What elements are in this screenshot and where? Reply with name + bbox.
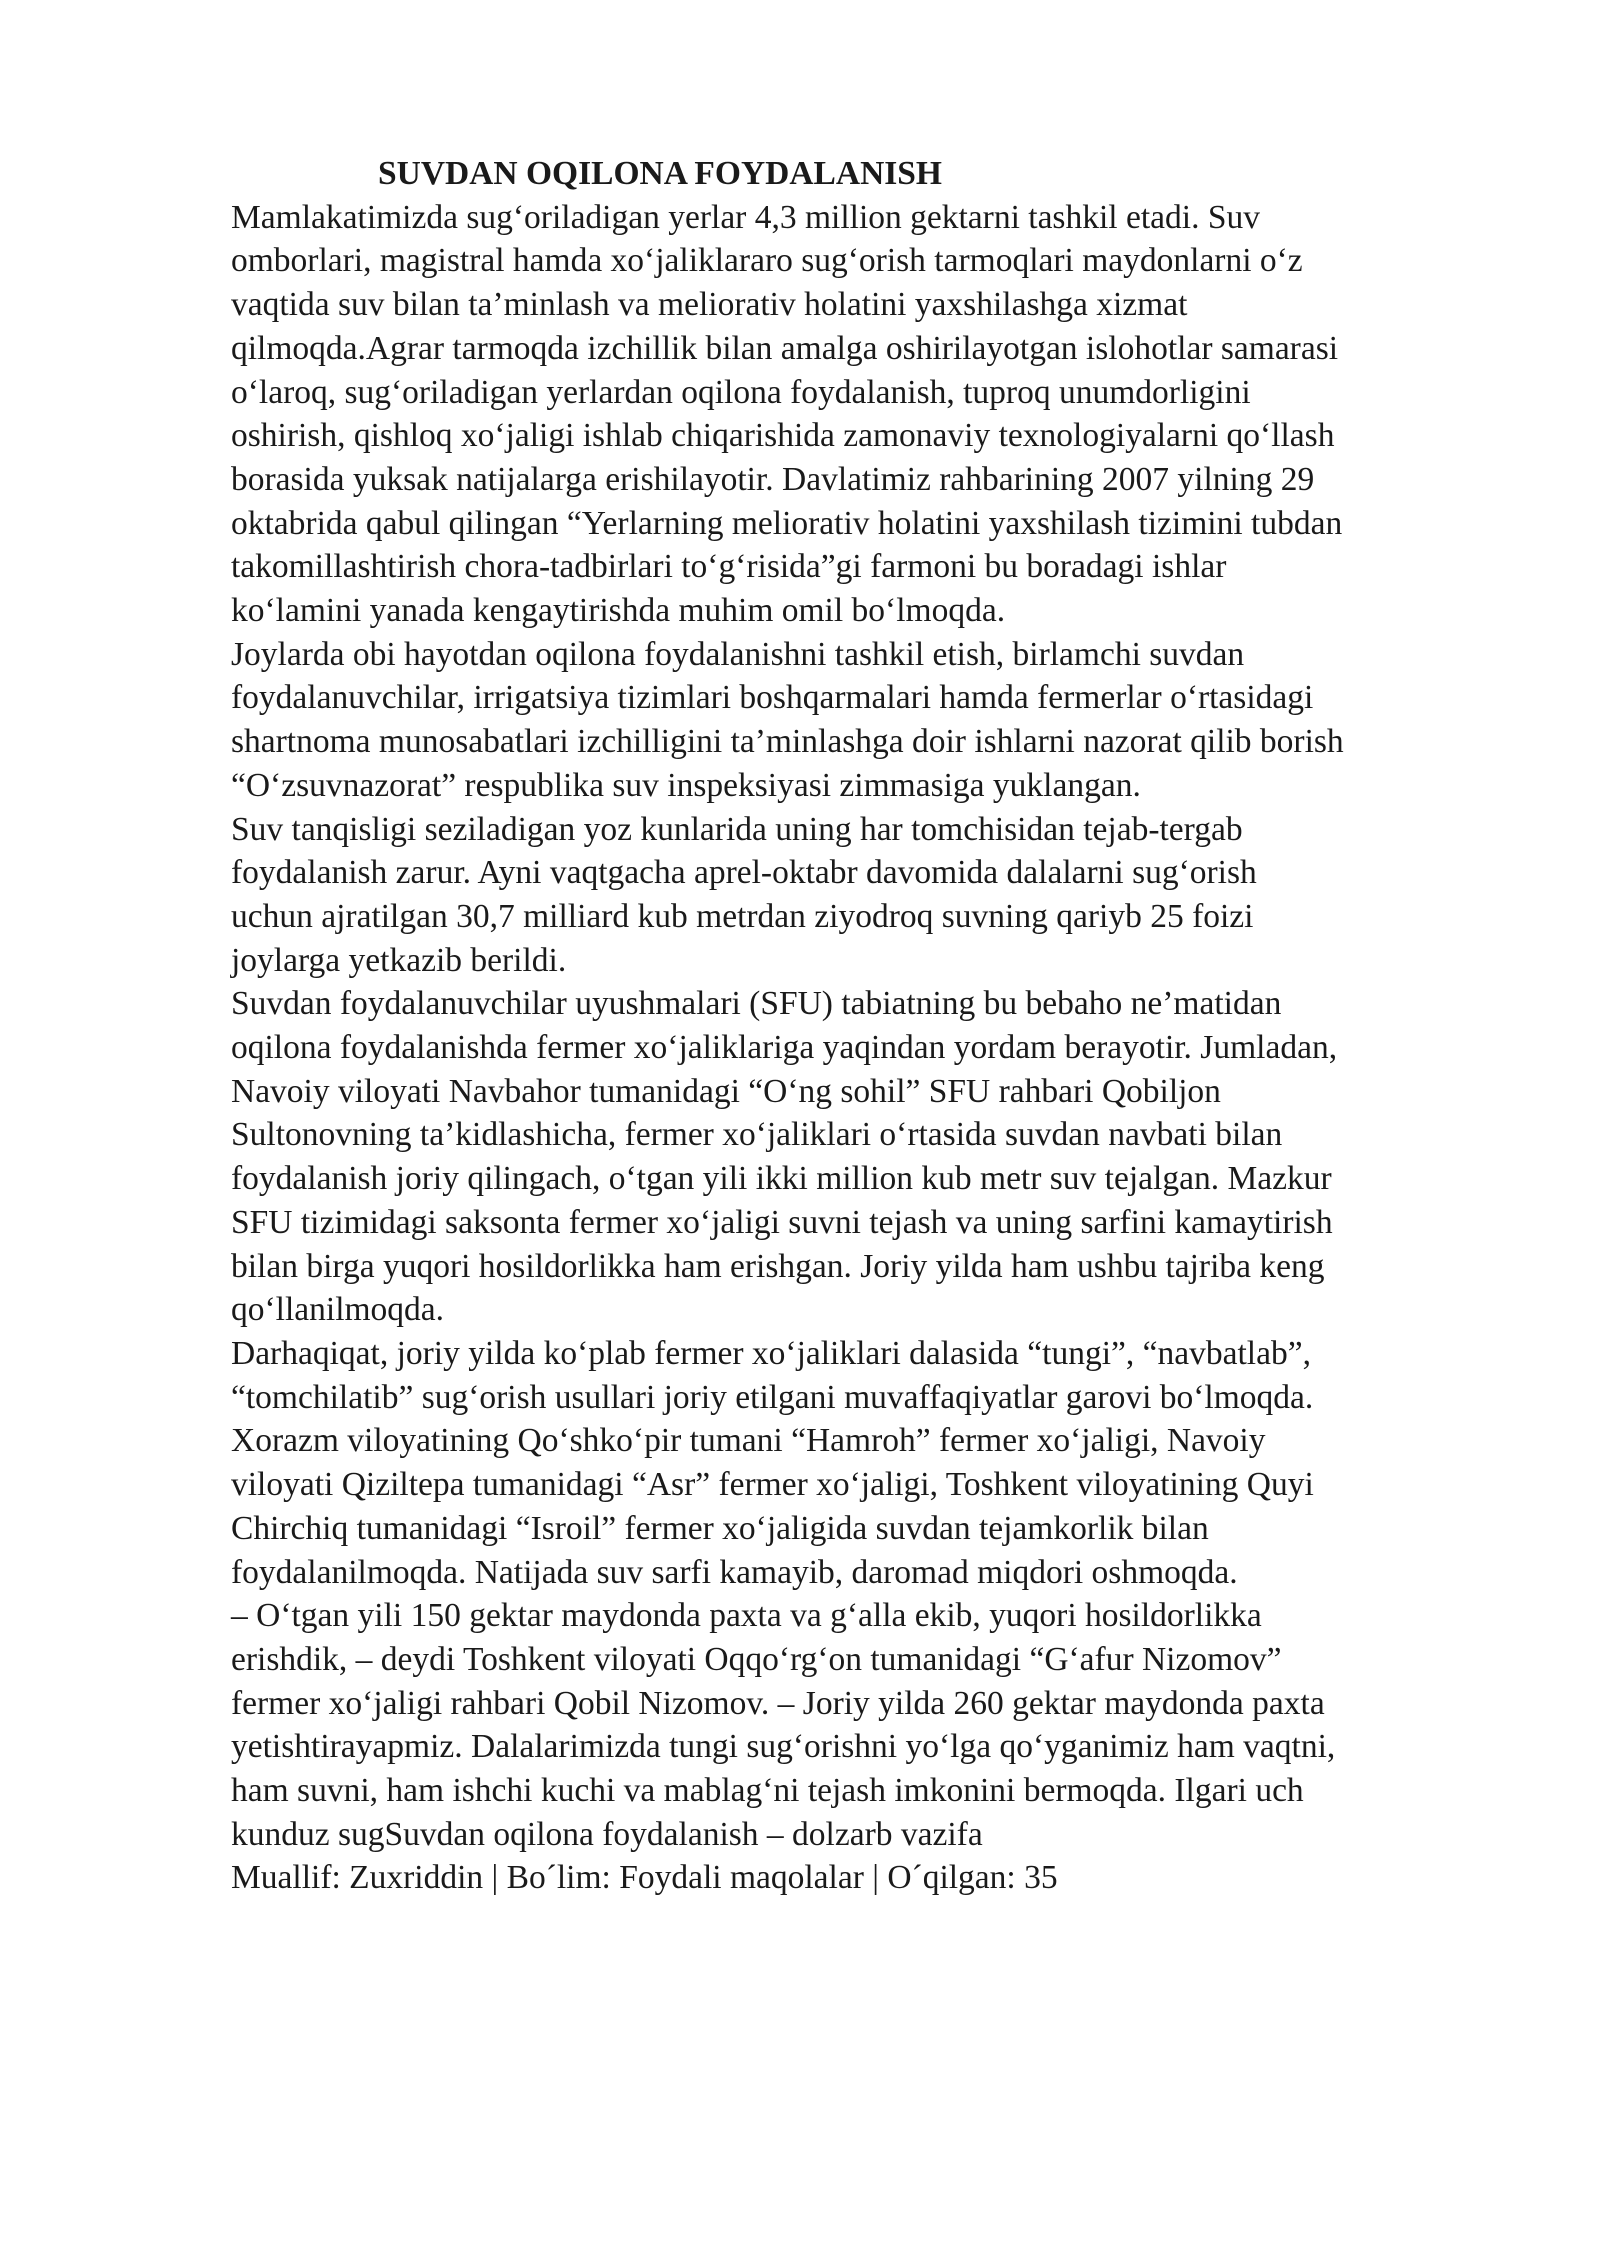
document-body — [231, 152, 1531, 1900]
text-line: yetishtirayapmiz. Dalalarimizda tungi sug‘orishni yo‘lga qo‘yganimiz ham vaqtni, — [231, 1728, 1336, 1766]
text-line: “O‘zsuvnazorat” respublika suv inspeksiyasi zimmasiga yuklangan. — [231, 766, 1141, 804]
text-line: foydalanish zarur. Ayni vaqtgacha aprel-oktabr davomida dalalarni sug‘orish — [231, 854, 1257, 892]
paragraph — [231, 1594, 1531, 1856]
paragraph — [231, 982, 1531, 1332]
text-line: ham suvni, ham ishchi kuchi va mablag‘ni tejash imkonini bermoqda. Ilgari uch — [231, 1772, 1304, 1810]
text-line: SFU tizimidagi saksonta fermer xo‘jaligi suvni tejash va uning sarfini kamaytirish — [231, 1203, 1333, 1241]
paragraphs-container — [231, 196, 1531, 1900]
text-line: foydalanuvchilar, irrigatsiya tizimlari boshqarmalari hamda fermerlar o‘rtasidagi — [231, 679, 1314, 717]
text-line: Sultonovning ta’kidlashicha, fermer xo‘jaliklari o‘rtasida suvdan navbati bilan — [231, 1116, 1283, 1154]
paragraph — [231, 196, 1531, 633]
text-line: oktabrida qabul qilingan “Yerlarning meliorativ holatini yaxshilash tizimini tubdan — [231, 504, 1343, 542]
text-line: qo‘llanilmoqda. — [231, 1291, 445, 1329]
paragraph — [231, 633, 1531, 808]
text-line: bilan birga yuqori hosildorlikka ham erishgan. Joriy yilda ham ushbu tajriba keng — [231, 1247, 1325, 1285]
text-line: shartnoma munosabatlari izchilligini ta’minlashga doir ishlarni nazorat qilib borish — [231, 723, 1344, 761]
text-line: Navoiy viloyati Navbahor tumanidagi “O‘ng sohil” SFU rahbari Qobiljon — [231, 1072, 1221, 1110]
text-line: Darhaqiqat, joriy yilda ko‘plab fermer xo‘jaliklari dalasida “tungi”, “navbatlab”, — [231, 1334, 1311, 1372]
text-line: ko‘lamini yanada kengaytirishda muhim omil bo‘lmoqda. — [231, 592, 1006, 630]
text-line: Chirchiq tumanidagi “Isroil” fermer xo‘jaligida suvdan tejamkorlik bilan — [231, 1509, 1209, 1547]
text-line: qilmoqda.Agrar tarmoqda izchillik bilan amalga oshirilayotgan islohotlar samarasi — [231, 329, 1339, 367]
text-line: Suv tanqisligi seziladigan yoz kunlarida uning har tomchisidan tejab-tergab — [231, 810, 1243, 848]
text-line: oshirish, qishloq xo‘jaligi ishlab chiqarishida zamonaviy texnologiyalarni qo‘llash — [231, 417, 1335, 455]
text-line: “tomchilatib” sug‘orish usullari joriy etilgani muvaffaqiyatlar garovi bo‘lmoqda. — [231, 1378, 1314, 1416]
text-line: Joylarda obi hayotdan oqilona foydalanishni tashkil etish, birlamchi suvdan — [231, 635, 1245, 673]
text-line: Xorazm viloyatining Qo‘shko‘pir tumani “Hamroh” fermer xo‘jaligi, Navoiy — [231, 1422, 1266, 1460]
article-meta — [231, 1856, 1531, 1900]
text-line: o‘laroq, sug‘oriladigan yerlardan oqilona foydalanish, tuproq unumdorligini — [231, 373, 1251, 411]
text-line: omborlari, magistral hamda xo‘jaliklararo sug‘orish tarmoqlari maydonlarni o‘z — [231, 242, 1303, 280]
text-line: viloyati Qiziltepa tumanidagi “Asr” fermer xo‘jaligi, Toshkent viloyatining Quyi — [231, 1466, 1314, 1504]
text-line: – O‘tgan yili 150 gektar maydonda paxta va g‘alla ekib, yuqori hosildorlikka — [231, 1597, 1262, 1635]
text-line: vaqtida suv bilan ta’minlash va meliorativ holatini yaxshilashga xizmat — [231, 286, 1188, 324]
paragraph — [231, 1332, 1531, 1594]
document-title: SUVDAN OQILONA FOYDALANISH — [378, 155, 942, 192]
text-line: oqilona foydalanishda fermer xo‘jaliklariga yaqindan yordam berayotir. Jumladan, — [231, 1029, 1338, 1067]
text-line: fermer xo‘jaligi rahbari Qobil Nizomov. – Joriy yilda 260 gektar maydonda paxta — [231, 1684, 1325, 1722]
text-line: Muallif: Zuxriddin | Bo´lim: Foydali maqolalar | O´qilgan: 35 — [231, 1859, 1058, 1897]
paragraph — [231, 808, 1531, 983]
text-line: joylarga yetkazib berildi. — [231, 941, 567, 979]
text-line: Suvdan foydalanuvchilar uyushmalari (SFU) tabiatning bu bebaho ne’matidan — [231, 985, 1282, 1023]
text-line: uchun ajratilgan 30,7 milliard kub metrdan ziyodroq suvning qariyb 25 foizi — [231, 897, 1254, 935]
text-line: foydalanilmoqda. Natijada suv sarfi kamayib, daromad miqdori oshmoqda. — [231, 1553, 1238, 1591]
text-line: borasida yuksak natijalarga erishilayotir. Davlatimiz rahbarining 2007 yilning 29 — [231, 460, 1315, 498]
text-line: kunduz sugSuvdan oqilona foydalanish – dolzarb vazifa — [231, 1815, 983, 1853]
text-line: erishdik, – deydi Toshkent viloyati Oqqo‘rg‘on tumanidagi “G‘afur Nizomov” — [231, 1640, 1282, 1678]
text-line: takomillashtirish chora-tadbirlari to‘g‘risida”gi farmoni bu boradagi ishlar — [231, 548, 1227, 586]
text-line: foydalanish joriy qilingach, o‘tgan yili ikki million kub metr suv tejalgan. Mazkur — [231, 1160, 1332, 1198]
text-line: Mamlakatimizda sug‘oriladigan yerlar 4,3 million gektarni tashkil etadi. Suv — [231, 198, 1260, 236]
